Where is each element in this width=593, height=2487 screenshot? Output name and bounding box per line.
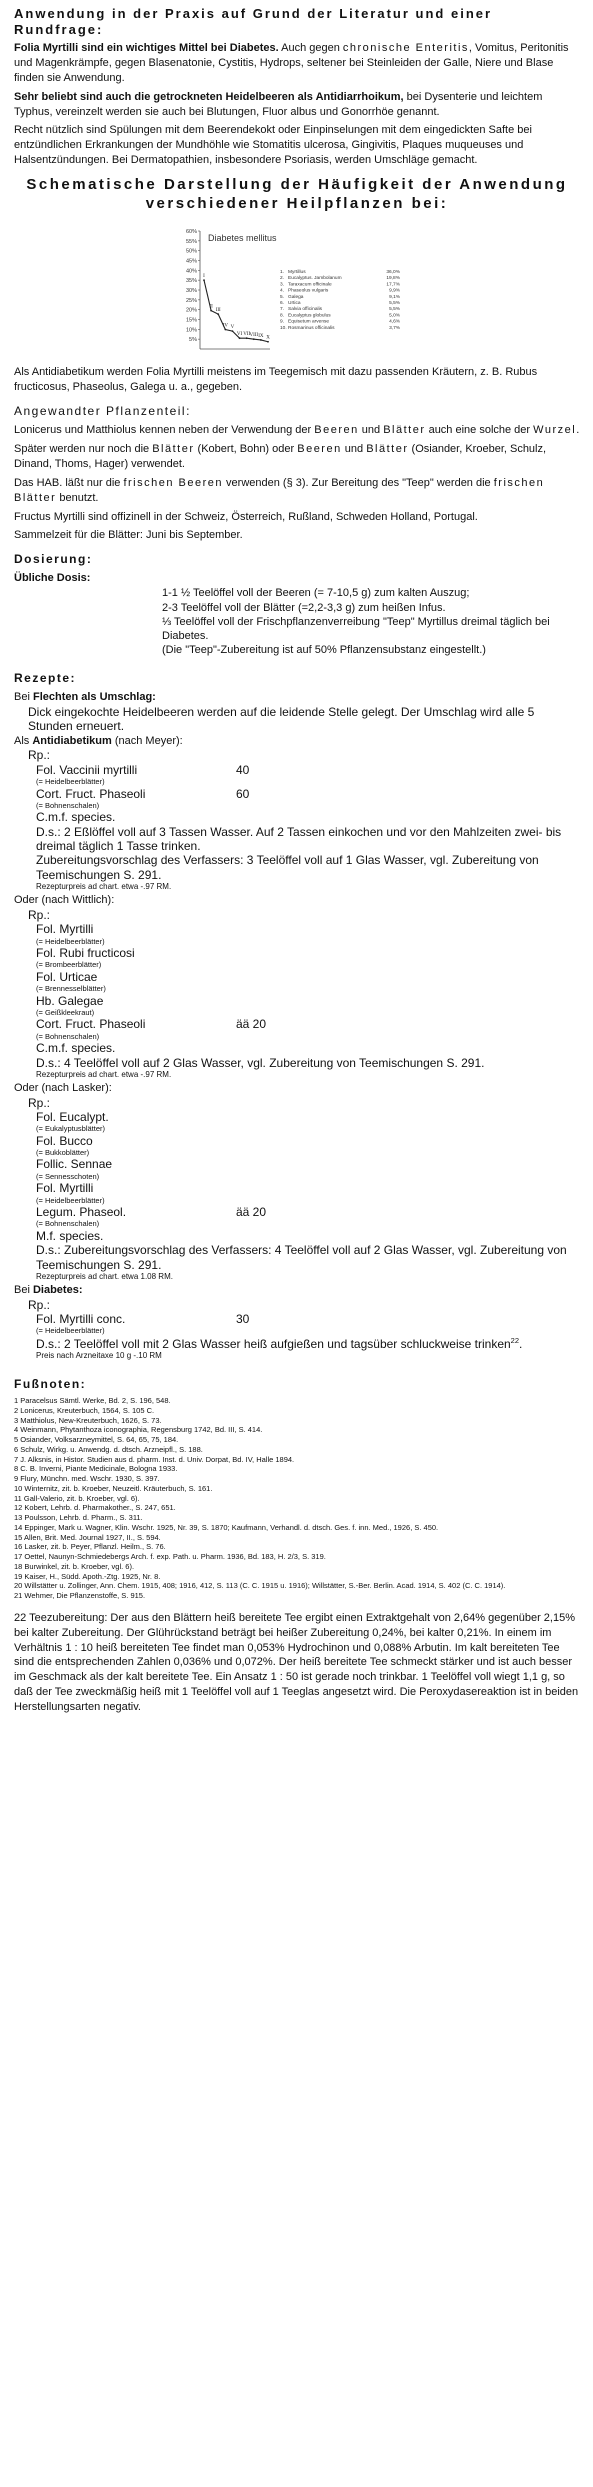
footnote-item: 4 Weinmann, Phytanthoza iconographia, Regensburg 1742, Bd. III, S. 414.	[14, 1425, 263, 1435]
teil-p1-a: Lonicerus und Matthiolus kennen neben der Verwendung der	[14, 424, 315, 437]
y-tick-label: 25%	[185, 298, 197, 305]
r4-ds-end: .	[519, 1336, 523, 1351]
dosierung-subheading: Übliche Dosis:	[14, 572, 91, 585]
ingredient-translation: (= Sennesschoten)	[36, 1171, 100, 1181]
r4-footnote-ref: 22	[510, 1335, 520, 1345]
teil-p2-s1: Blätter	[152, 443, 195, 456]
flechten-text: Dick eingekochte Heidelbeeren werden auf die leidende Stelle gelegt. Der Umschlag wird alle 5 Stunden erneuert.	[28, 704, 535, 734]
ingredient-translation: (= Brombeerblätter)	[36, 960, 102, 970]
y-tick-label: 50%	[185, 249, 197, 256]
ingredient-name: Follic. Sennae	[36, 1157, 113, 1172]
ingredient-row	[36, 1157, 580, 1171]
y-tick-label: 20%	[185, 308, 197, 315]
legend-name: Urtica	[288, 301, 301, 307]
document-page	[14, 0, 580, 1719]
lasker-label: Oder (nach Lasker):	[14, 1081, 112, 1094]
teil-heading: Angewandter Pflanzenteil:	[14, 404, 191, 419]
recipe-4-price: Preis nach Arzneitaxe 10 g -.10 RM	[36, 1351, 162, 1361]
footnote-item: 7 J. Alksnis, in Histor. Studien aus d. pharm. Inst. d. Univ. Dorpat, Bd. IV, Halle 1894.	[14, 1454, 295, 1464]
footnote-list	[14, 1396, 580, 1601]
footnote-item: 5 Osiander, Volksarzneymittel, S. 64, 65, 75, 184.	[14, 1435, 179, 1445]
point-label: II	[209, 305, 213, 311]
recipe-2-ds: D.s.: 4 Teelöffel voll auf 2 Glas Wasser, vgl. Zubereitung von Teemischungen S. 291.	[36, 1055, 485, 1070]
ingredient-quantity: 40	[236, 762, 250, 777]
legend-percent: 9,1%	[389, 295, 400, 301]
diab-a: Bei	[14, 1283, 33, 1296]
data-point	[246, 338, 248, 340]
rp-label: Rp.:	[28, 1095, 51, 1110]
point-label: III	[215, 308, 221, 314]
footnote-item: 3 Matthiolus, New-Kreuterbuch, 1626, S. 73.	[14, 1415, 162, 1425]
footnote-item: 14 Eppinger, Mark u. Wagner, Klin. Wschr. 1925, Nr. 39, S. 1870; Kaufmann, Verhandl. d. dtsch. Ges. f. inn. Med., 1926, S. 450.	[14, 1522, 439, 1532]
legend-name: Rosmarinus officinalis	[288, 326, 335, 332]
data-point	[224, 329, 226, 331]
y-tick-label: 5%	[189, 337, 197, 344]
anti-a: Als	[14, 734, 33, 747]
r4-ds-text: D.s.: 2 Teelöffel voll mit 2 Glas Wasser heiß aufgießen und tagsüber schluckweise trinken	[36, 1336, 511, 1351]
legend-name: Equisetum arvense	[288, 320, 330, 326]
y-tick-label: 45%	[185, 258, 197, 265]
recipe-1-cmf: C.m.f. species.	[36, 810, 116, 825]
dose-line: (Die "Teep"-Zubereitung ist auf 50% Pflanzensubstanz eingestellt.)	[162, 644, 486, 657]
ingredient-quantity: ää 20	[236, 1017, 267, 1032]
diabetes-label	[14, 1283, 580, 1298]
intro-p2-bold: Sehr beliebt sind auch die getrockneten Heidelbeeren als Antidiarrhoikum,	[14, 90, 404, 103]
recipe-3-price: Rezepturpreis ad chart. etwa 1.08 RM.	[36, 1271, 173, 1281]
teil-p2-c: und	[341, 443, 367, 456]
teil-paragraph-4: Fructus Myrtilli sind offizinell in der Schweiz, Österreich, Rußland, Schweden Holland, Portugal.	[14, 510, 478, 523]
data-point	[253, 339, 255, 341]
chart-figure	[172, 221, 422, 361]
footnote-item: 21 Wehmer, Die Pflanzenstoffe, S. 915.	[14, 1591, 146, 1601]
point-label: VIII	[249, 333, 259, 339]
recipe-3-ingredients	[36, 1110, 580, 1229]
dose-line: 2-3 Teelöffel voll der Blätter (=2,2-3,3 g) zum heißen Infus.	[162, 601, 446, 614]
teil-p1-s2: Blätter	[383, 424, 426, 437]
legend-number: 3.	[280, 282, 285, 288]
legend-percent: 5,0%	[389, 313, 400, 319]
flechten-label-b: Flechten als Umschlag:	[32, 690, 156, 703]
legend-name: Eucalyptus globulus	[288, 313, 331, 319]
data-point	[267, 341, 269, 343]
legend-percent: 17,7%	[386, 282, 400, 288]
ingredient-quantity	[236, 970, 316, 984]
footnote-item: 12 Kobert, Lehrb. d. Pharmakother., S. 247, 651.	[14, 1503, 176, 1513]
ingredient-name: Fol. Myrtilli conc.	[36, 1311, 126, 1326]
rp-label: Rp.:	[28, 748, 51, 763]
flechten-label	[14, 690, 580, 705]
legend-name: Eucalyptus. Jambolanum	[288, 276, 342, 282]
recipe-2-price: Rezepturpreis ad chart. etwa -.97 RM.	[36, 1069, 172, 1079]
teil-p2-b: (Kobert, Bohn) oder	[194, 443, 298, 456]
data-point	[260, 339, 262, 341]
intro-paragraph-1	[14, 41, 580, 86]
ingredient-row	[36, 787, 580, 801]
teil-p3-c: benutzt.	[56, 491, 99, 504]
intro-section	[14, 0, 580, 168]
intro-p1-text-a: Auch gegen	[278, 42, 343, 55]
antidiabetikum-label	[14, 734, 580, 749]
teil-paragraph-2	[14, 442, 580, 472]
teil-p3-s2: frischen Blätter	[14, 476, 545, 504]
intro-paragraph-2	[14, 90, 580, 120]
legend-number: 1.	[280, 270, 285, 276]
footnote-item: 18 Burwinkel, zit. b. Kroeber, vgl. 6).	[14, 1561, 135, 1571]
ingredient-row	[36, 922, 580, 936]
ingredient-translation: (= Bohnenschalen)	[36, 1219, 100, 1229]
teil-paragraph-3	[14, 476, 580, 506]
recipe-1-price: Rezepturpreis ad chart. etwa -.97 RM.	[36, 882, 172, 892]
footnote-item: 8 C. B. Inverni, Piante Medicinale, Bologna 1933.	[14, 1464, 178, 1474]
ingredient-translation: (= Heidelbeerblätter)	[36, 1195, 105, 1205]
teil-p2-s2: Beeren	[297, 443, 342, 456]
teil-paragraph-1	[14, 423, 580, 438]
ingredient-name: Fol. Bucco	[36, 1133, 93, 1148]
intro-heading: Anwendung in der Praxis auf Grund der Literatur und einer Rundfrage:	[14, 6, 493, 37]
teil-p2-s3: Blätter	[366, 443, 409, 456]
intro-p1-text-b: , Vomitus, Peritonitis und Magenkrämpfe, gegen Blasenatonie, Cystitis, Hydrops, seltener bei Steinleiden der Galle, Niere und Blase finden sie Anwendung.	[14, 42, 569, 84]
intro-p1-spaced: chronische Enteritis	[342, 42, 469, 55]
recipe-3-mf: M.f. species.	[36, 1228, 104, 1243]
legend-percent: 3,7%	[389, 326, 400, 332]
data-point	[203, 280, 205, 282]
wittlich-label: Oder (nach Wittlich):	[14, 894, 115, 907]
data-point	[217, 314, 219, 316]
intro-p1-bold: Folia Myrtilli sind ein wichtiges Mittel bei Diabetes.	[14, 42, 279, 55]
ingredient-row	[36, 970, 580, 984]
teil-p2-a: Später werden nur noch die	[14, 443, 153, 456]
point-label: IV	[222, 323, 228, 329]
teil-p1-c: auch eine solche der	[425, 424, 534, 437]
footnote-item: 9 Flury, Münchn. med. Wschr. 1930, S. 397.	[14, 1474, 160, 1484]
legend-percent: 5,5%	[389, 301, 400, 307]
ingredient-row	[36, 1312, 580, 1326]
recipe-1-ingredients	[36, 763, 580, 811]
ingredient-name: Cort. Fruct. Phaseoli	[36, 1017, 146, 1032]
ingredient-row	[36, 994, 580, 1008]
data-point	[239, 338, 241, 340]
ingredient-translation: (= Bohnenschalen)	[36, 1031, 100, 1041]
chart-title: Diabetes mellitus	[208, 233, 277, 244]
teil-p1-s1: Beeren	[314, 424, 359, 437]
ingredient-row	[36, 763, 580, 777]
ingredient-name: Fol. Myrtilli	[36, 1181, 94, 1196]
fussnoten-heading: Fußnoten:	[14, 1376, 87, 1391]
ingredient-quantity: ää 20	[236, 1205, 267, 1219]
ingredient-name: Fol. Urticae	[36, 969, 98, 984]
y-tick-label: 55%	[185, 239, 197, 246]
teil-p1-d: .	[576, 424, 580, 437]
recipe-1-ds: D.s.: 2 Eßlöffel voll auf 3 Tassen Wasser. Auf 2 Tassen einkochen und vor den Mahlzeiten zwei- bis dreimal täglich 1 Tasse trinken.	[36, 824, 562, 854]
footnote-item: 15 Allen, Brit. Med. Journal 1927, II., S. 594.	[14, 1532, 161, 1542]
teil-p3-b: verwenden (§ 3). Zur Bereitung des "Teep" werden die	[222, 476, 494, 489]
ingredient-quantity	[236, 1181, 316, 1195]
ingredient-row	[36, 1134, 580, 1148]
schema-heading: Schematische Darstellung der Häufigkeit der Anwendung verschiedener Heilpflanzen bei:	[26, 175, 568, 212]
footnote-22: 22 Teezubereitung: Der aus den Blättern heiß bereitete Tee ergibt einen Extraktgehalt von 2,64% gegenüber 2,15% bei kalter Zubereitung. Der Glührückstand beträgt bei heißer Zubereitung 0,24%, bei kalter 0,21%. In einem im Verhältnis 1 : 10 heiß bereiteten Tee findet man 0,053% Hydrochinon und 0,088% Arbutin. Im kalt bereiteten Tee sind die entsprechenden Zahlen 0,036% und 0,072%. Der heiß bereitete Tee schmeckt stärker und ist auch besser im Geschmack als der kalt bereitete Tee. Ein Ansatz 1 : 50 ist gerade noch trinkbar. 1 Teelöffel voll wiegt 1,1 g, so daß der Tee zweckmäßig heiß mit 1 Teelöffel voll auf 1 Teeglas angesetzt wird. Die Peroxydasereaktion ist in beiden Herstellungsarten negativ.	[14, 1611, 579, 1713]
footnote-item: 19 Kaiser, H., Südd. Apoth.-Ztg. 1925, Nr. 8.	[14, 1571, 161, 1581]
y-tick-label: 40%	[185, 268, 197, 275]
legend-number: 10.	[280, 326, 287, 332]
ingredient-quantity	[236, 922, 316, 936]
footnote-item: 20 Willstätter u. Zollinger, Ann. Chem. 1915, 408; 1916, 412, S. 113 (C. C. 1915 u. 1916); Willstätter, S.-Ber. Berlin. Acad. 1914, S. 402 (C. C. 1914).	[14, 1581, 506, 1591]
ingredient-quantity: 60	[236, 786, 250, 801]
dosierung-block	[162, 586, 580, 657]
legend-percent: 36,0%	[386, 270, 400, 276]
ingredient-translation: (= Heidelbeerblätter)	[36, 777, 105, 787]
ingredient-quantity	[236, 994, 316, 1008]
recipe-4-ds	[36, 1336, 580, 1351]
after-chart-text: Als Antidiabetikum werden Folia Myrtilli meistens im Teegemisch mit dazu passenden Kräutern, z. B. Rubus fructicosus, Phaseolus, Galega u. a., gegeben.	[14, 366, 538, 394]
legend-percent: 9,9%	[389, 289, 400, 295]
legend-name: Myrtillus	[288, 270, 306, 276]
legend-name: Galega	[288, 295, 304, 301]
intro-p2-text: bei Dysenterie und leichtem Typhus, vereinzelt werden sie auch bei Blutungen, Fluor albus und Gonorrhöe genannt.	[14, 90, 543, 118]
ingredient-row	[36, 946, 580, 960]
recipe-2-ingredients	[36, 922, 580, 1041]
legend-number: 8.	[280, 313, 285, 319]
ingredient-translation: (= Eukalyptusblätter)	[36, 1124, 105, 1134]
legend-number: 7.	[280, 307, 285, 313]
ingredient-translation: (= Geißkleekraut)	[36, 1007, 95, 1017]
footnote-item: 1 Paracelsus Sämtl. Werke, Bd. 2, S. 196, 548.	[14, 1396, 171, 1406]
rp-label: Rp.:	[28, 907, 51, 922]
y-tick-label: 15%	[185, 317, 197, 324]
point-label: VII	[243, 332, 251, 338]
rezepte-heading: Rezepte:	[14, 670, 77, 685]
ingredient-row	[36, 1110, 580, 1124]
ingredient-name: Legum. Phaseol.	[36, 1205, 127, 1219]
ingredient-translation: (= Heidelbeerblätter)	[36, 936, 105, 946]
footnote-item: 2 Lonicerus, Kreuterbuch, 1564, S. 105 C.	[14, 1405, 155, 1415]
ingredient-quantity	[236, 1110, 316, 1124]
teil-p1-s3: Wurzel	[533, 424, 577, 437]
rp-label: Rp.:	[28, 1297, 51, 1312]
ingredient-name: Hb. Galegae	[36, 993, 104, 1008]
point-label: I	[203, 274, 205, 280]
recipe-2-cmf: C.m.f. species.	[36, 1041, 116, 1056]
teil-p3-s1: frischen Beeren	[123, 476, 223, 489]
ingredient-translation: (= Bohnenschalen)	[36, 800, 100, 810]
anti-b: Antidiabetikum	[32, 734, 112, 747]
legend-name: Taraxacum officinale	[288, 282, 332, 288]
ingredient-translation: (= Heidelbeerblätter)	[36, 1326, 105, 1336]
footnote-item: 11 Gall-Valerio, zit. b. Kroeber, vgl. 6).	[14, 1493, 140, 1503]
y-tick-label: 10%	[185, 327, 197, 334]
point-label: V	[230, 325, 235, 331]
point-label: X	[266, 336, 270, 342]
y-tick-label: 60%	[185, 229, 197, 236]
dose-line: ⅓ Teelöffel voll der Frischpflanzenverreibung "Teep" Myrtillus dreimal täglich bei Diabetes.	[162, 615, 550, 643]
dose-line: 1-1 ½ Teelöffel voll der Beeren (= 7-10,5 g) zum kalten Auszug;	[162, 587, 470, 600]
dosierung-heading: Dosierung:	[14, 552, 93, 567]
recipe-3-ds: D.s.: Zubereitungsvorschlag des Verfassers: 4 Teelöffel voll auf 2 Glas Wasser, vgl. Zubereitung von Teemischungen S. 291.	[36, 1243, 567, 1272]
point-label: IX	[258, 334, 264, 340]
recipe-1-zubereitung: Zubereitungsvorschlag des Verfassers: 3 Teelöffel voll auf 1 Glas Wasser, vgl. Zubereitung von Teemischungen S. 291.	[36, 853, 539, 882]
teil-p3-a: Das HAB. läßt nur die	[14, 476, 124, 489]
ingredient-translation: (= Bukkoblätter)	[36, 1148, 90, 1158]
legend-name: Salvia officinalis	[288, 307, 323, 313]
ingredient-quantity	[236, 1134, 316, 1148]
flechten-label-a: Bei	[14, 690, 33, 703]
legend-name: Phaseolus vulgaris	[288, 289, 329, 295]
y-tick-label: 30%	[185, 288, 197, 295]
teil-p2-d: (Osiander, Kroeber, Schulz, Dinand, Thoms, Hager) verwendet.	[14, 443, 547, 470]
ingredient-translation: (= Brennesselblätter)	[36, 984, 106, 994]
legend-number: 9.	[280, 320, 285, 326]
legend-number: 5.	[280, 295, 285, 301]
legend-number: 2.	[280, 276, 285, 282]
ingredient-name: Fol. Eucalypt.	[36, 1109, 109, 1124]
data-point	[232, 331, 234, 333]
footnote-item: 17 Oettel, Naunyn-Schmiedebergs Arch. f. exp. Path. u. Pharm. 1936, Bd. 183, H. 2/3, S. 319.	[14, 1552, 326, 1562]
footnote-item: 6 Schulz, Wirkg. u. Anwendg. d. dtsch. Arzneipfl., S. 188.	[14, 1444, 203, 1454]
legend-percent: 5,5%	[389, 307, 400, 313]
footnote-item: 10 Winternitz, zit. b. Kroeber, Neuzeitl. Kräuterbuch, S. 161.	[14, 1483, 213, 1493]
ingredient-quantity: 30	[236, 1311, 250, 1326]
recipe-4-ingredients	[36, 1312, 580, 1336]
legend-percent: 4,6%	[389, 320, 400, 326]
ingredient-name: Cort. Fruct. Phaseoli	[36, 786, 146, 801]
ingredient-quantity	[236, 1157, 316, 1171]
diab-b: Diabetes:	[32, 1283, 83, 1296]
teil-paragraph-5: Sammelzeit für die Blätter: Juni bis September.	[14, 529, 243, 542]
ingredient-row	[36, 1017, 580, 1031]
point-label: VI	[236, 332, 243, 338]
footnote-item: 16 Lasker, zit. b. Peyer, Pflanzl. Heilm., S. 76.	[14, 1542, 166, 1552]
ingredient-name: Fol. Myrtilli	[36, 922, 94, 937]
legend-number: 6.	[280, 301, 285, 307]
teil-p1-b: und	[358, 424, 384, 437]
ingredient-quantity	[236, 946, 316, 960]
intro-paragraph-3: Recht nützlich sind Spülungen mit dem Beerendekokt oder Einpinselungen mit dem eingedickten Safte bei entzündlichen Erkrankungen der Mundhöhle wie Stomatitis ulcerosa, Gingivitis, Plaques muqueuses und Halsentzündungen. Bei Dermatopathien, insbesondere Psoriasis, werden Umschläge gemacht.	[14, 124, 532, 167]
data-point	[210, 310, 212, 312]
legend-percent: 19,8%	[386, 276, 400, 282]
footnote-item: 13 Poulsson, Lehrb. d. Pharm., S. 311.	[14, 1513, 143, 1523]
ingredient-row	[36, 1205, 580, 1219]
ingredient-name: Fol. Vaccinii myrtilli	[36, 762, 138, 777]
anti-c: (nach Meyer):	[111, 734, 183, 747]
y-tick-label: 35%	[185, 278, 197, 285]
chart-svg	[172, 221, 422, 361]
ingredient-name: Fol. Rubi fructicosi	[36, 946, 135, 961]
ingredient-row	[36, 1181, 580, 1195]
legend-number: 4.	[280, 289, 285, 295]
